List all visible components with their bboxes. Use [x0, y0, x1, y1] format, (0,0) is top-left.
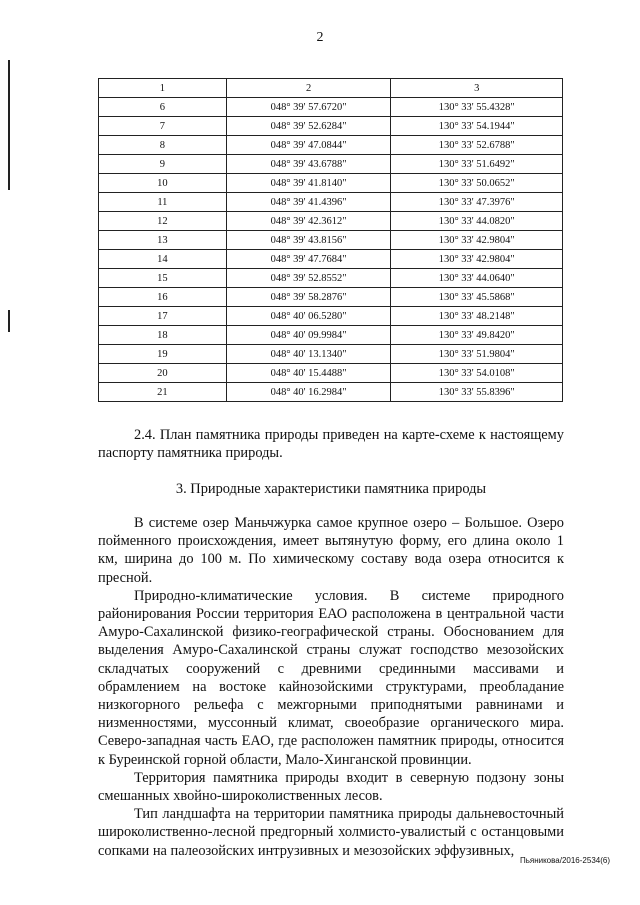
- table-cell: 048° 39' 47.7684": [226, 250, 391, 269]
- table-row: [99, 345, 563, 364]
- table-cell: 130° 33' 44.0640": [391, 269, 563, 288]
- table-row: [99, 383, 563, 402]
- table-cell: 048° 39' 43.6788": [226, 155, 391, 174]
- table-cell: 048° 39' 41.8140": [226, 174, 391, 193]
- table-cell: 130° 33' 52.6788": [391, 136, 563, 155]
- table-cell: 130° 33' 50.0652": [391, 174, 563, 193]
- table-row: [99, 307, 563, 326]
- section-2-4-text: [98, 426, 564, 462]
- table-row: [99, 98, 563, 117]
- table-cell: 130° 33' 42.9804": [391, 231, 563, 250]
- table-cell: 048° 39' 52.6284": [226, 117, 391, 136]
- table-cell: 7: [99, 117, 227, 136]
- table-cell: 130° 33' 47.3976": [391, 193, 563, 212]
- table-cell: 15: [99, 269, 227, 288]
- table-cell: 130° 33' 54.1944": [391, 117, 563, 136]
- column-header: 3: [391, 79, 563, 98]
- table-row: [99, 155, 563, 174]
- table-cell: 130° 33' 51.6492": [391, 155, 563, 174]
- table-cell: 11: [99, 193, 227, 212]
- table-cell: 16: [99, 288, 227, 307]
- table-row: [99, 326, 563, 345]
- table-cell: 130° 33' 48.2148": [391, 307, 563, 326]
- table-cell: 20: [99, 364, 227, 383]
- column-header: 1: [99, 79, 227, 98]
- table-cell: 13: [99, 231, 227, 250]
- body-paragraph: В системе озер Маньчжурка самое крупное озеро – Большое. Озеро пойменного происхождения, имеет вытянутую форму, его длина около 1 км, ширина до 100 м. По химическому составу вода озера относится к пресной.: [98, 515, 564, 586]
- table-row: [99, 193, 563, 212]
- margin-mark: [8, 60, 10, 190]
- body-paragraph: Тип ландшафта на территории памятника природы дальневосточный широколиственно-лесной предгорный холмисто-увалистый с останцовыми сопками на палеозойских интрузивных и мезозойских эффузивных,: [98, 806, 564, 859]
- table-cell: 048° 39' 52.8552": [226, 269, 391, 288]
- table-cell: 048° 40' 15.4488": [226, 364, 391, 383]
- table-cell: 048° 40' 16.2984": [226, 383, 391, 402]
- table-cell: 130° 33' 42.9804": [391, 250, 563, 269]
- section-3-heading: 3. Природные характеристики памятника природы: [175, 481, 487, 497]
- table-cell: 10: [99, 174, 227, 193]
- table-row: [99, 136, 563, 155]
- table-row: [99, 174, 563, 193]
- table-cell: 048° 39' 41.4396": [226, 193, 391, 212]
- table-cell: 130° 33' 55.8396": [391, 383, 563, 402]
- coordinates-table: [98, 78, 563, 402]
- table-cell: 130° 33' 45.5868": [391, 288, 563, 307]
- table-cell: 130° 33' 55.4328": [391, 98, 563, 117]
- table-row: [99, 269, 563, 288]
- table-cell: 048° 39' 57.6720": [226, 98, 391, 117]
- table-cell: 130° 33' 49.8420": [391, 326, 563, 345]
- table-cell: 17: [99, 307, 227, 326]
- table-cell: 6: [99, 98, 227, 117]
- table-cell: 048° 39' 58.2876": [226, 288, 391, 307]
- table-cell: 21: [99, 383, 227, 402]
- table-cell: 130° 33' 44.0820": [391, 212, 563, 231]
- table-row: [99, 288, 563, 307]
- table-row: [99, 250, 563, 269]
- section-3-body: [98, 514, 564, 860]
- table-cell: 19: [99, 345, 227, 364]
- table-cell: 048° 39' 42.3612": [226, 212, 391, 231]
- table-row: [99, 117, 563, 136]
- table-cell: 048° 39' 43.8156": [226, 231, 391, 250]
- table-cell: 18: [99, 326, 227, 345]
- table-row: [99, 212, 563, 231]
- body-paragraph: Природно-климатические условия. В системе природного районирования России территория ЕАО расположена в центральной части Амуро-Сахалинской физико-географической страны. Обоснованием для выделения Амуро-Сахалинской страны служат господство мезозойских складчатых сооружений с древними срединными массивами и обрамлением на востоке кайнозойскими структурами, преобладание низкогорного рельефа с межгорными приподнятыми равнинами и низменностями, муссонный климат, своеобразие органического мира. Северо-западная часть ЕАО, где расположен памятник природы, относится к Буреинской горной области, Мало-Хинганской провинции.: [98, 587, 564, 768]
- table-cell: 130° 33' 51.9804": [391, 345, 563, 364]
- margin-mark: [8, 310, 10, 332]
- table-cell: 9: [99, 155, 227, 174]
- table-cell: 048° 40' 13.1340": [226, 345, 391, 364]
- table-cell: 048° 39' 47.0844": [226, 136, 391, 155]
- table-row: [99, 364, 563, 383]
- table-row: [99, 231, 563, 250]
- body-paragraph: Территория памятника природы входит в северную подзону зоны смешанных хвойно-широколиственных лесов.: [98, 769, 564, 805]
- page-number: 2: [316, 30, 324, 45]
- column-header: 2: [226, 79, 391, 98]
- section-2-4-paragraph: 2.4. План памятника природы приведен на карте-схеме к настоящему паспорту памятника природы.: [98, 427, 564, 462]
- table-cell: 8: [99, 136, 227, 155]
- table-header-row: [99, 79, 563, 98]
- table-cell: 14: [99, 250, 227, 269]
- table-cell: 048° 40' 09.9984": [226, 326, 391, 345]
- table-cell: 12: [99, 212, 227, 231]
- table-cell: 048° 40' 06.5280": [226, 307, 391, 326]
- footer-code: Пьяникова/2016-2534(6): [519, 856, 610, 865]
- table-cell: 130° 33' 54.0108": [391, 364, 563, 383]
